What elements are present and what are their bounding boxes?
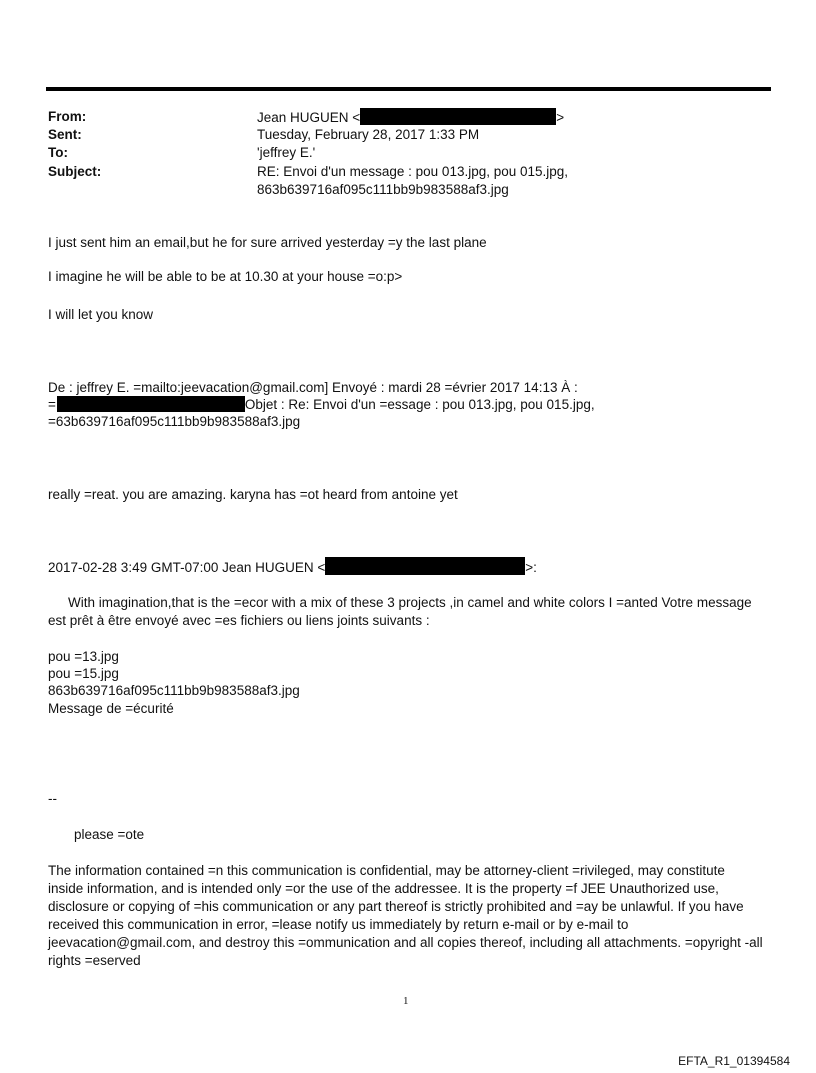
disclaimer-line-6: rights =eserved xyxy=(48,953,141,968)
redaction-block xyxy=(360,108,556,125)
from-value xyxy=(257,108,564,127)
older-paragraph-line-2: est prêt à être envoyé avec =es fichiers ou liens joints suivants : xyxy=(48,613,430,628)
quoted-prefix: = xyxy=(48,397,56,412)
quoted-subject: Objet : Re: Envoi d'un =essage : pou 013.jpg, pou 015.jpg, xyxy=(244,397,595,412)
to-value: 'jeffrey E.' xyxy=(257,145,316,160)
disclaimer-line-4: received this communication in error, =lease notify us immediately by return e-mail or by e-mail to xyxy=(48,917,629,932)
page-number: 1 xyxy=(403,995,409,1007)
attachment-file-3: 863b639716af095c111bb9b983588af3.jpg xyxy=(48,683,300,698)
quoted-header-line-1: De : jeffrey E. =mailto:jeevacation@gmail.com] Envoyé : mardi 28 =évrier 2017 14:13 À : xyxy=(48,380,578,395)
subject-label: Subject: xyxy=(48,164,102,179)
body-paragraph-3: I will let you know xyxy=(48,307,154,322)
sent-value: Tuesday, February 28, 2017 1:33 PM xyxy=(257,127,480,142)
older-open-bracket: < xyxy=(317,560,326,575)
quoted-reply: really =reat. you are amazing. karyna has =ot heard from antoine yet xyxy=(48,487,458,502)
attachment-file-1: pou =13.jpg xyxy=(48,649,119,664)
disclaimer-line-5: jeevacation@gmail.com, and destroy this =ommunication and all copies thereof, including all attachments. =opyright -all xyxy=(48,935,763,950)
older-header-text: 2017-02-28 3:49 GMT-07:00 Jean HUGUEN xyxy=(48,560,314,575)
disclaimer-line-3: disclosure or copying of =his communication or any part thereof is strictly prohibited and =ay be unlawful. If you have xyxy=(48,899,744,914)
subject-line-2: 863b639716af095c111bb9b983588af3.jpg xyxy=(257,182,509,197)
from-open-bracket: < xyxy=(352,110,361,125)
header-divider xyxy=(46,87,771,91)
from-name: Jean HUGUEN xyxy=(257,110,349,125)
sent-label: Sent: xyxy=(48,127,82,142)
older-message-header xyxy=(48,557,537,577)
subject-line-1: RE: Envoi d'un message : pou 013.jpg, pou 015.jpg, xyxy=(257,164,569,179)
attachment-file-2: pou =15.jpg xyxy=(48,666,119,681)
body-paragraph-2: I imagine he will be able to be at 10.30 at your house =o:p> xyxy=(48,269,403,284)
quoted-header-line-2 xyxy=(48,396,595,414)
document-id: EFTA_R1_01394584 xyxy=(678,1054,790,1068)
disclaimer-line-1: The information contained =n this communication is confidential, may be attorney-client =rivileged, may constitute xyxy=(48,863,725,878)
to-label: To: xyxy=(48,145,68,160)
older-close-bracket: >: xyxy=(525,560,537,575)
redaction-block xyxy=(325,557,525,575)
quoted-header-line-3: =63b639716af095c111bb9b983588af3.jpg xyxy=(48,414,301,429)
from-label: From: xyxy=(48,109,87,124)
signature-note: please =ote xyxy=(74,827,145,842)
signature-dashes: -- xyxy=(48,791,57,806)
redaction-block xyxy=(57,396,245,412)
from-close-bracket: > xyxy=(556,110,565,125)
security-message: Message de =écurité xyxy=(48,701,174,716)
older-paragraph-line-1: With imagination,that is the =ecor with a mix of these 3 projects ,in camel and white colors I =anted Votre message xyxy=(68,595,752,610)
body-paragraph-1: I just sent him an email,but he for sure arrived yesterday =y the last plane xyxy=(48,235,487,250)
disclaimer-line-2: inside information, and is intended only =or the use of the addressee. It is the property =f JEE Unauthorized use, xyxy=(48,881,719,896)
